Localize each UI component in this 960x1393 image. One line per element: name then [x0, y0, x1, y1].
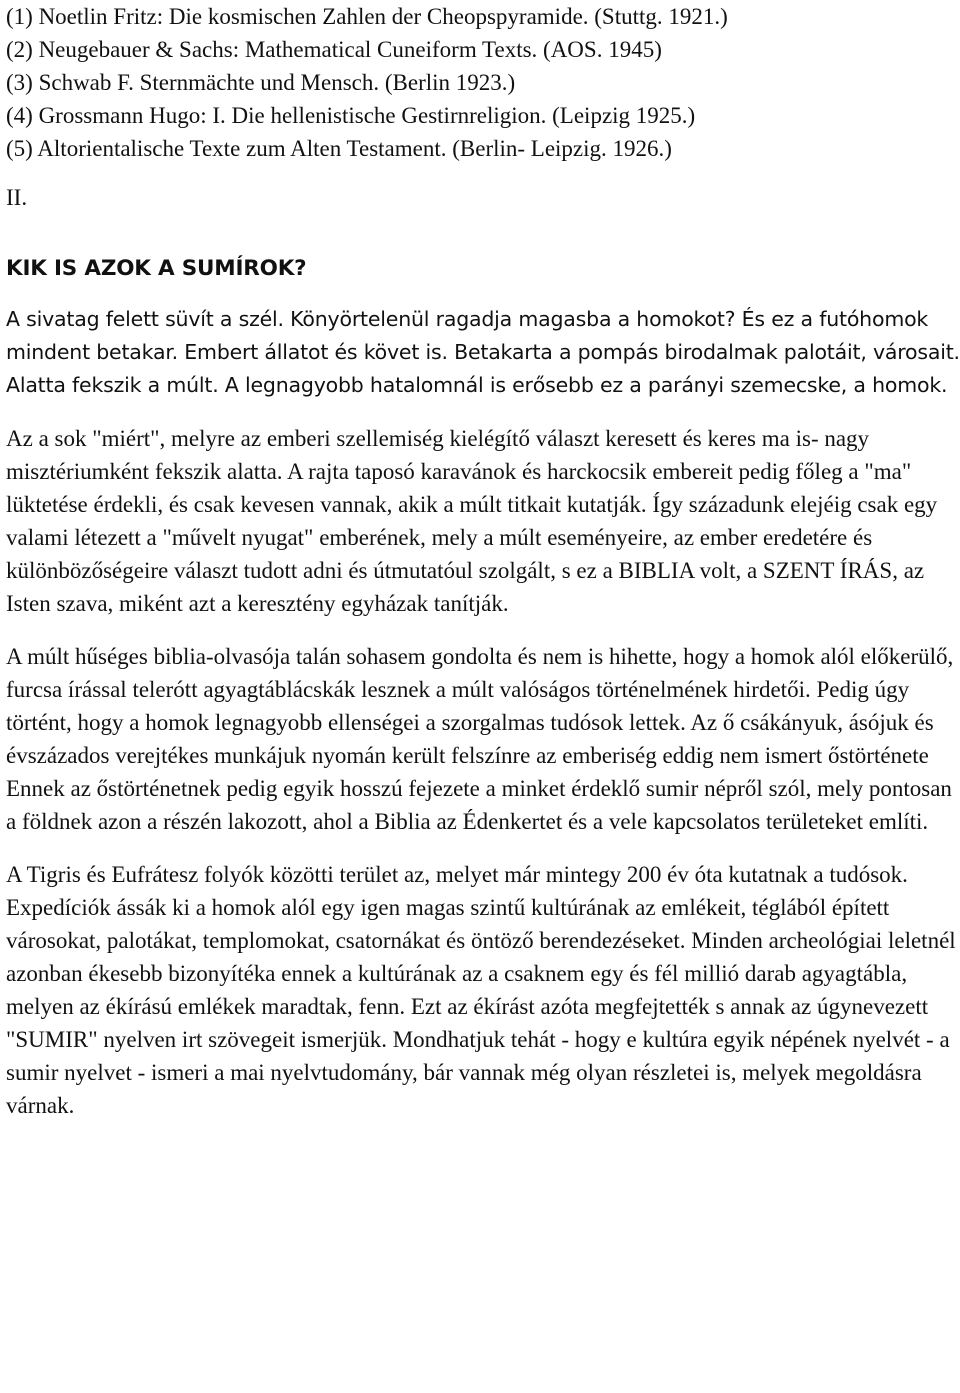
reference-item-4: (4) Grossmann Hugo: I. Die hellenistische Gestirnreligion. (Leipzig 1925.): [6, 103, 696, 128]
reference-item-5: (5) Altorientalische Texte zum Alten Testament. (Berlin- Leipzig. 1926.): [6, 136, 672, 161]
body-paragraph-2: A múlt hűséges biblia-olvasója talán sohasem gondolta és nem is hihette, hogy a homok alól előkerülő, furcsa írással telerótt agyagtáblácskák lesznek a múlt valóságos történelmének hirdetői. Pedig úgy történt, hogy a homok legnagyobb ellenségei a szorgalmas tudósok lettek. Az ő csákányuk, ásójuk és évszázados verejtékes munkájuk nyomán került felszínre az emberiség eddig nem ismert őstörténete Ennek az őstörténetnek pedig egyik hosszú fejezete a minket érdeklő sumir népről szól, mely pontosan a földnek azon a részén lakozott, ahol a Biblia az Édenkertet és a vele kapcsolatos területeket említi.: [6, 644, 954, 834]
reference-list: [6, 0, 960, 165]
chapter-heading: KIK IS AZOK A SUMÍROK?: [6, 256, 307, 281]
body-paragraph-3: A Tigris és Eufrátesz folyók közötti terület az, melyet már mintegy 200 év óta kutatnak a tudósok. Expedíciók ássák ki a homok alól egy igen magas szintű kultúrának az emlékeit, téglából épített városokat, palotákat, templomokat, csatornákat és öntöző berendezéseket. Minden archeológiai leletnél azonban ékesebb bizonyítéka ennek a kultúrának az a csaknem egy és fél millió darab agyagtábla, melyen az ékírású emlékek maradtak, fenn. Ezt az ékírást azóta megfejtették s annak az úgynevezett "SUMIR" nyelven irt szövegeit ismerjük. Mondhatjuk tehát - hogy e kultúra egyik népének nyelvét - a sumir nyelvet - ismeri a mai nyelvtudomány, bár vannak még olyan részletei is, melyek megoldásra várnak.: [6, 862, 956, 1118]
section-number: II.: [6, 185, 28, 210]
body-paragraph-1: Az a sok "miért", melyre az emberi szellemiség kielégítő választ keresett és keres ma is- nagy misztériumként fekszik alatta. A rajta taposó karavánok és harckocsik embereit pedig főleg a "ma" lüktetése érdekli, és csak kevesen vannak, akik a múlt titkait kutatják. Így századunk elejéig csak egy valami létezett a "művelt nyugat" emberének, mely a múlt eseményeire, az ember eredetére és különbözőségeire választ tudott adni és útmutatóul szolgált, s ez a BIBLIA volt, a SZENT ÍRÁS, az Isten szava, miként azt a keresztény egyházak tanítják.: [6, 426, 938, 616]
reference-item-2: (2) Neugebauer & Sachs: Mathematical Cuneiform Texts. (AOS. 1945): [6, 37, 662, 62]
lead-paragraph: A sivatag felett süvít a szél. Könyörtelenül ragadja magasba a homokot? És ez a futóhomok mindent betakar. Embert állatot és követ is. Betakarta a pompás birodalmak palotáit, városait. Alatta fekszik a múlt. A legnagyobb hatalomnál is erősebb ez a parányi szemecske, a homok.: [6, 307, 960, 397]
reference-item-1: (1) Noetlin Fritz: Die kosmischen Zahlen der Cheopspyramide. (Stuttg. 1921.): [6, 4, 728, 29]
reference-item-3: (3) Schwab F. Sternmächte und Mensch. (Berlin 1923.): [6, 70, 516, 95]
document-page: [6, 0, 960, 1122]
